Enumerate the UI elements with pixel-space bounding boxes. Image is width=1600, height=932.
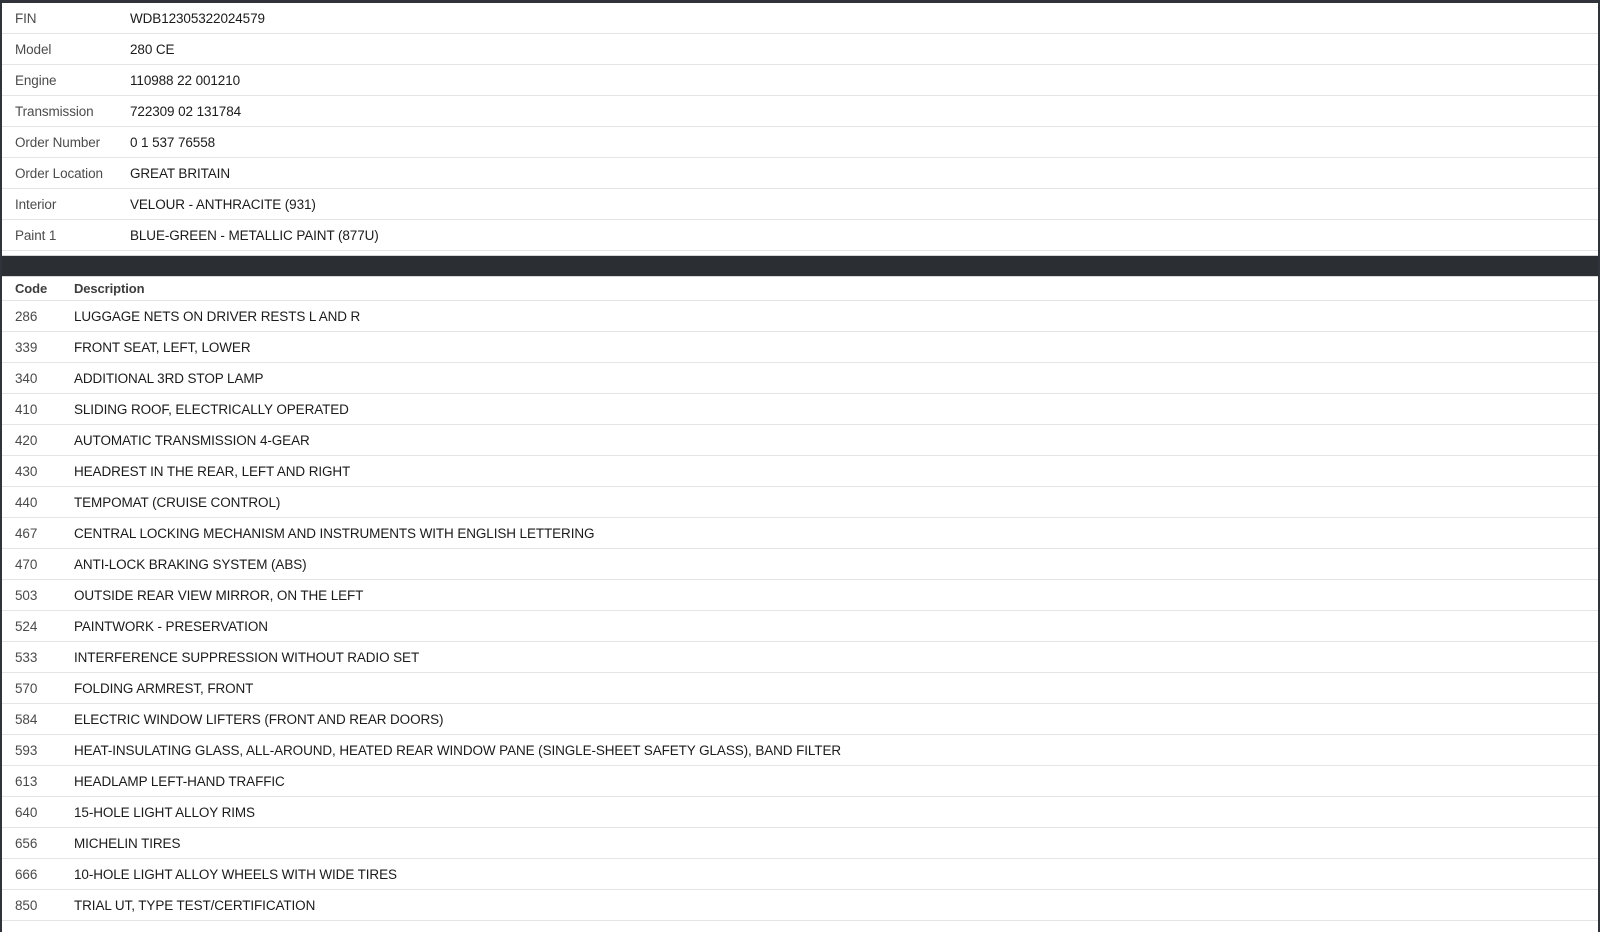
equipment-description: FOLDING ARMREST, FRONT [74, 680, 254, 696]
equipment-rows [2, 301, 1598, 921]
equipment-code: 420 [15, 432, 38, 448]
info-value: 280 CE [130, 41, 175, 57]
equipment-description: TEMPOMAT (CRUISE CONTROL) [74, 494, 281, 510]
equipment-code: 339 [15, 339, 38, 355]
equipment-code: 593 [15, 742, 38, 758]
equipment-row [2, 425, 1598, 456]
equipment-code: 656 [15, 835, 38, 851]
equipment-row [2, 704, 1598, 735]
vehicle-info-table [2, 3, 1598, 251]
equipment-description: AUTOMATIC TRANSMISSION 4-GEAR [74, 432, 310, 448]
info-label: Engine [15, 72, 57, 88]
equipment-code: 666 [15, 866, 38, 882]
vehicle-info-row [2, 189, 1598, 220]
equipment-description: MICHELIN TIRES [74, 835, 181, 851]
equipment-row [2, 828, 1598, 859]
info-label: Model [15, 41, 52, 57]
section-divider-bar [0, 255, 1600, 277]
equipment-row [2, 673, 1598, 704]
equipment-table-header-row [2, 277, 1598, 301]
equipment-code: 467 [15, 525, 38, 541]
equipment-description: ADDITIONAL 3RD STOP LAMP [74, 370, 264, 386]
equipment-code: 524 [15, 618, 38, 634]
equipment-code: 340 [15, 370, 38, 386]
equipment-row [2, 332, 1598, 363]
equipment-code: 470 [15, 556, 38, 572]
equipment-row [2, 394, 1598, 425]
info-label: FIN [15, 10, 37, 26]
equipment-code: 286 [15, 308, 38, 324]
equipment-row [2, 766, 1598, 797]
equipment-row [2, 890, 1598, 921]
equipment-row [2, 487, 1598, 518]
equipment-row [2, 580, 1598, 611]
equipment-description: ELECTRIC WINDOW LIFTERS (FRONT AND REAR DOORS) [74, 711, 444, 727]
vehicle-info-row [2, 3, 1598, 34]
vehicle-info-row [2, 220, 1598, 251]
equipment-code: 640 [15, 804, 38, 820]
info-value: VELOUR - ANTHRACITE (931) [130, 196, 316, 212]
code-column-header: Code [15, 281, 48, 296]
info-value: 110988 22 001210 [130, 72, 241, 88]
info-value: 0 1 537 76558 [130, 134, 216, 150]
equipment-code: 410 [15, 401, 38, 417]
info-label: Transmission [15, 103, 94, 119]
equipment-row [2, 611, 1598, 642]
equipment-description: CENTRAL LOCKING MECHANISM AND INSTRUMENTS WITH ENGLISH LETTERING [74, 525, 595, 541]
description-column-header: Description [74, 281, 145, 296]
equipment-code: 613 [15, 773, 38, 789]
equipment-description: LUGGAGE NETS ON DRIVER RESTS L AND R [74, 308, 361, 324]
equipment-description: PAINTWORK - PRESERVATION [74, 618, 268, 634]
equipment-description: INTERFERENCE SUPPRESSION WITHOUT RADIO SET [74, 649, 420, 665]
vehicle-info-row [2, 65, 1598, 96]
equipment-code: 430 [15, 463, 38, 479]
info-value: WDB12305322024579 [130, 10, 265, 26]
info-label: Order Location [15, 165, 103, 181]
vehicle-info-row [2, 158, 1598, 189]
info-label: Paint 1 [15, 227, 57, 243]
equipment-row [2, 859, 1598, 890]
equipment-row [2, 797, 1598, 828]
equipment-row [2, 456, 1598, 487]
info-value: BLUE-GREEN - METALLIC PAINT (877U) [130, 227, 379, 243]
equipment-code: 584 [15, 711, 38, 727]
equipment-description: 10-HOLE LIGHT ALLOY WHEELS WITH WIDE TIRES [74, 866, 397, 882]
equipment-row [2, 301, 1598, 332]
equipment-code: 503 [15, 587, 38, 603]
vehicle-info-row [2, 127, 1598, 158]
equipment-description: SLIDING ROOF, ELECTRICALLY OPERATED [74, 401, 349, 417]
vehicle-info-row [2, 34, 1598, 65]
equipment-description: TRIAL UT, TYPE TEST/CERTIFICATION [74, 897, 316, 913]
equipment-code: 570 [15, 680, 38, 696]
info-value: 722309 02 131784 [130, 103, 242, 119]
equipment-description: ANTI-LOCK BRAKING SYSTEM (ABS) [74, 556, 307, 572]
equipment-row [2, 363, 1598, 394]
equipment-code: 850 [15, 897, 38, 913]
equipment-row [2, 642, 1598, 673]
info-label: Order Number [15, 134, 101, 150]
equipment-description: OUTSIDE REAR VIEW MIRROR, ON THE LEFT [74, 587, 364, 603]
equipment-row [2, 735, 1598, 766]
equipment-description: HEADREST IN THE REAR, LEFT AND RIGHT [74, 463, 351, 479]
equipment-row [2, 549, 1598, 580]
equipment-description: HEADLAMP LEFT-HAND TRAFFIC [74, 773, 285, 789]
equipment-description: FRONT SEAT, LEFT, LOWER [74, 339, 251, 355]
equipment-description: 15-HOLE LIGHT ALLOY RIMS [74, 804, 255, 820]
equipment-code: 533 [15, 649, 38, 665]
vehicle-info-row [2, 96, 1598, 127]
info-label: Interior [15, 196, 57, 212]
equipment-code: 440 [15, 494, 38, 510]
equipment-codes-table [2, 277, 1598, 921]
info-value: GREAT BRITAIN [130, 165, 230, 181]
equipment-row [2, 518, 1598, 549]
equipment-description: HEAT-INSULATING GLASS, ALL-AROUND, HEATED REAR WINDOW PANE (SINGLE-SHEET SAFETY GLASS), BAND FILTER [74, 742, 841, 758]
